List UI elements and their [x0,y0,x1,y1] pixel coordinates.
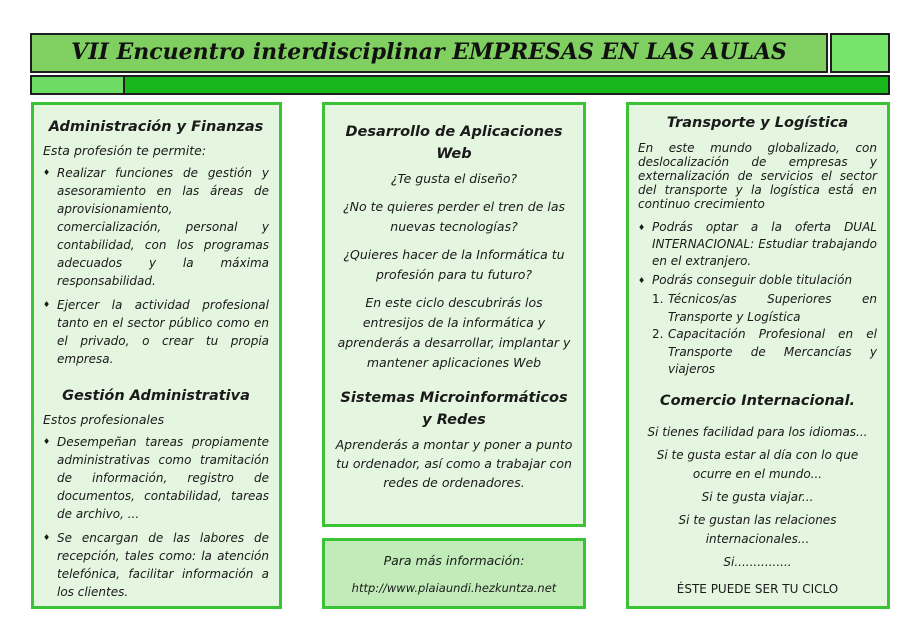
section-title-administracion: Administración y Finanzas [48,119,264,135]
bullet-list [43,164,269,368]
panel-administracion [31,102,282,609]
list-item: ♦ Ejercer la actividad profesional tanto en el sector público como en el privado, o crear tu propia empresa. [43,296,269,368]
question-text: ¿Te gusta el diseño? [390,171,518,186]
item-text: Capacitación Profesional en el Transporte de Mercancías y viajeros [668,327,877,376]
page-title: VII Encuentro interdisciplinar EMPRESAS EN LAS AULAS [71,39,787,65]
item-number: 2. [652,327,664,341]
question-text: ¿Quieres hacer de la Informática tu profesión para tu futuro? [343,247,565,282]
title-accent-box [830,33,890,73]
question-text: Si te gusta estar al día con lo que ocurre en el mundo... [656,447,859,481]
item-number: 1. [652,292,664,306]
question-text: Si............... [723,554,792,569]
question-text: Si tienes facilidad para los idiomas... [647,424,868,439]
info-label: Para más información: [383,553,525,568]
bullet-list [43,433,269,601]
bullet-list [638,219,877,289]
section-title-gestion: Gestión Administrativa [62,388,250,404]
panel-desarrollo-web [322,102,586,527]
website-link[interactable]: http://www.plaiaundi.hezkuntza.net [351,581,557,595]
banner-bar-right [125,75,890,95]
description-text: Aprenderás a montar y poner a punto tu ordenador, así como a trabajar con redes de ordenadores. [335,437,573,490]
list-item: ♦ Se encargan de las labores de recepción, tales como: la atención telefónica, facilitar información a los clientes. [43,529,269,601]
section-title-smr: Sistemas Microinformáticos y Redes [340,390,568,428]
list-item: ♦ Podrás conseguir doble titulación [638,272,877,289]
numbered-item [638,291,877,326]
section-intro: Estos profesionales [43,412,165,427]
info-box [322,538,586,609]
section-title-comercio: Comercio Internacional. [659,392,856,409]
banner-bar-left [30,75,125,95]
description-text: En este mundo globalizado, con deslocalización de empresas y externalización de servicios el sector del transporte y la logística está en continuo crecimiento [638,141,877,211]
description-text: En este ciclo descubrirás los entresijos de la informática y aprenderás a desarrollar, implantar y mantener aplicaciones Web [337,295,571,370]
numbered-item [638,326,877,379]
list-item: ♦ Podrás optar a la oferta DUAL INTERNACIONAL: Estudiar trabajando en el extranjero. [638,219,877,270]
question-text: Si te gustan las relaciones internacionales... [678,512,837,546]
section-intro: Esta profesión te permite: [43,143,207,158]
panel-transporte [626,102,890,609]
question-text: Si te gusta viajar... [701,489,814,504]
section-title-transporte: Transporte y Logística [666,115,849,131]
list-item: ♦ Desempeñan tareas propiamente administrativas como tramitación de información, registro de documentos, contabilidad, tareas de archivo, ... [43,433,269,523]
list-item: ♦ Realizar funciones de gestión y asesoramiento en las áreas de aprovisionamiento, comercialización, personal y contabilidad, con los programas adecuados y la máxima responsabilidad. [43,164,269,290]
header-banner [30,33,890,95]
question-text: ¿No te quieres perder el tren de las nuevas tecnologías? [342,199,565,234]
section-title-daw: Desarrollo de Aplicaciones Web [345,124,563,162]
numbered-list [638,291,877,379]
closing-text: ÉSTE PUEDE SER TU CICLO [676,581,839,596]
item-text: Técnicos/as Superiores en Transporte y Logística [668,292,877,324]
